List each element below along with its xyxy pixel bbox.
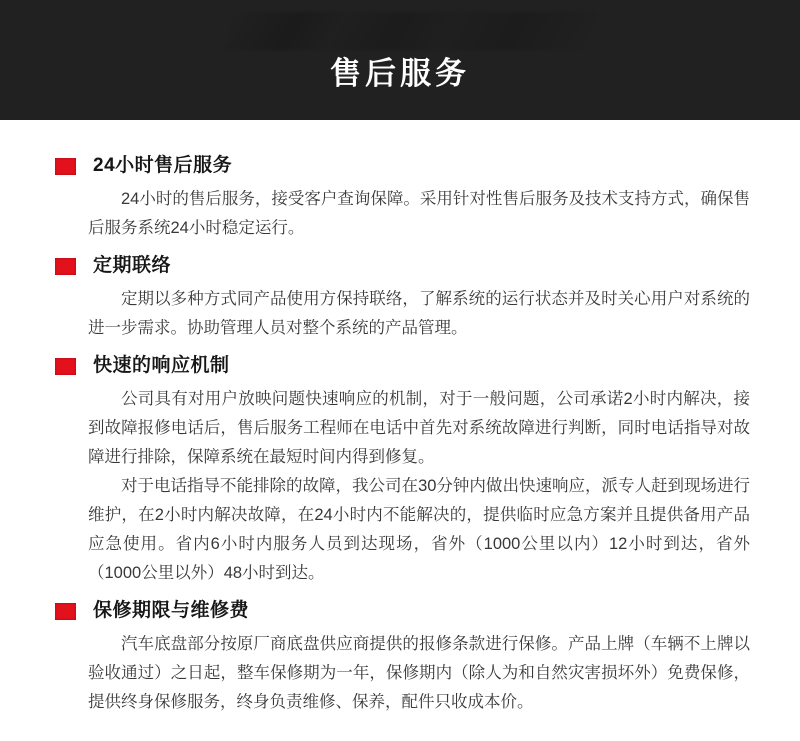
content	[0, 120, 800, 717]
section-paragraph: 公司具有对用户放映问题快速响应的机制，对于一般问题，公司承诺2小时内解决，接到故障报修电话后，售后服务工程师在电话中首先对系统故障进行判断，同时电话指导对故障进行排除，保障系统在最短时间内得到修复。	[88, 390, 750, 466]
section-heading: 24小时售后服务	[93, 155, 233, 176]
section-heading: 定期联络	[93, 255, 172, 276]
section-paragraph: 24小时的售后服务，接受客户查询保障。采用针对性售后服务及技术支持方式，确保售后服务系统24小时稳定运行。	[88, 190, 750, 237]
section-paragraph: 汽车底盘部分按原厂商底盘供应商提供的报修条款进行保修。产品上牌（车辆不上牌以验收通过）之日起，整车保修期为一年，保修期内（除人为和自然灾害损坏外）免费保修，提供终身保修服务，终身负责维修、保养，配件只收成本价。	[88, 635, 750, 711]
red-square-bullet-icon	[55, 158, 76, 175]
section-paragraph: 对于电话指导不能排除的故障，我公司在30分钟内做出快速响应，派专人赶到现场进行维护，在2小时内解决故障，在24小时内不能解决的，提供临时应急方案并且提供备用产品应急使用。省内6小时内服务人员到达现场，省外（1000公里以内）12小时到达，省外（1000公里以外）48小时到达。	[88, 477, 750, 582]
red-square-bullet-icon	[55, 603, 76, 620]
section-heading-row	[55, 598, 752, 624]
section-paragraph: 定期以多种方式同产品使用方保持联络，了解系统的运行状态并及时关心用户对系统的进一步需求。协助管理人员对整个系统的产品管理。	[88, 290, 750, 337]
watermark-smudge	[224, 12, 596, 50]
section-heading-row	[55, 153, 752, 179]
section-regular-contact	[55, 253, 752, 343]
red-square-bullet-icon	[55, 258, 76, 275]
red-square-bullet-icon	[55, 358, 76, 375]
section-heading: 快速的响应机制	[93, 355, 230, 376]
section-warranty	[55, 598, 752, 717]
section-heading-row	[55, 253, 752, 279]
page-header	[0, 0, 800, 120]
section-heading-row	[55, 353, 752, 379]
section-quick-response	[55, 353, 752, 588]
page-title: 售后服务	[330, 55, 470, 91]
section-heading: 保修期限与维修费	[93, 600, 250, 621]
section-24h-service	[55, 153, 752, 243]
